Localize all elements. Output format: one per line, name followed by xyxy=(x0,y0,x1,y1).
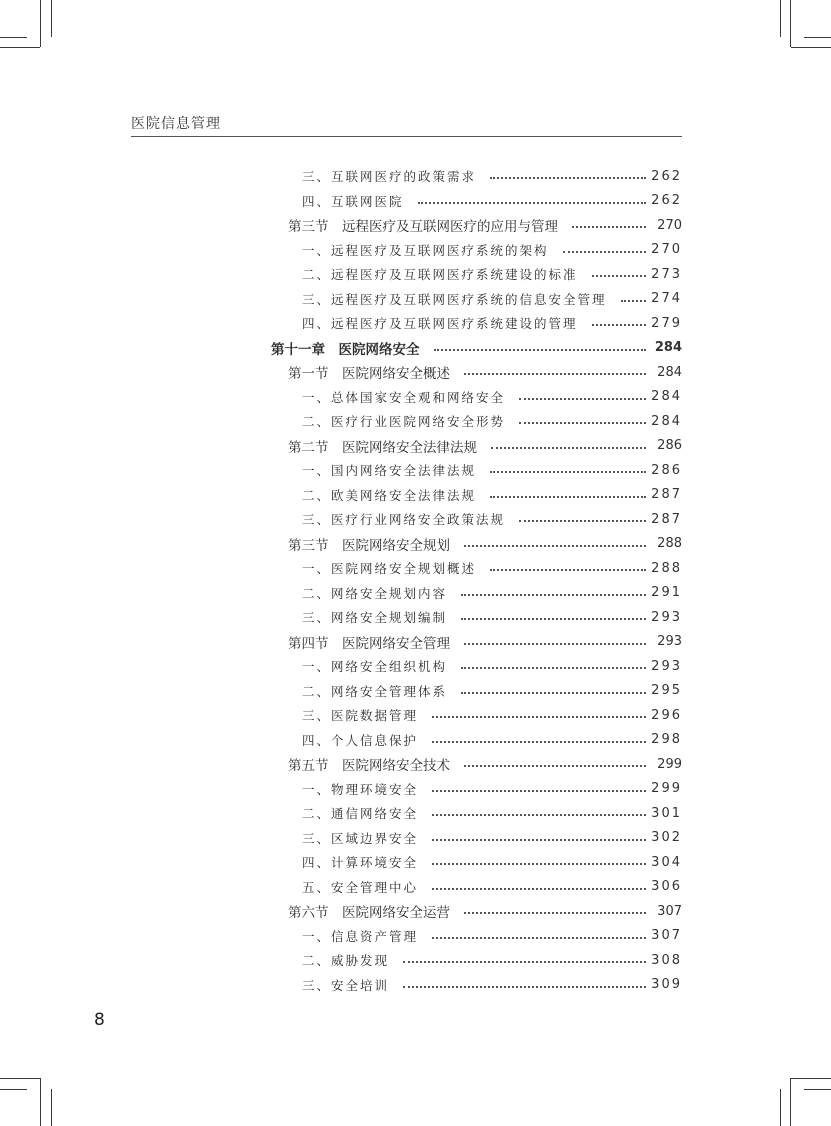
toc-entry-item[interactable] xyxy=(0,189,831,214)
toc-leader-dots xyxy=(490,569,646,571)
toc-entry-page: 307 xyxy=(657,903,682,919)
toc-entry-item[interactable] xyxy=(0,581,831,606)
toc-entry-item[interactable] xyxy=(0,507,831,532)
toc-entry-page: 291 xyxy=(651,585,682,601)
toc-entry-page: 293 xyxy=(651,609,682,625)
toc-entry-chapter[interactable] xyxy=(0,336,831,361)
toc-entry-page: 274 xyxy=(651,291,682,307)
toc-entry-page: 299 xyxy=(657,756,682,772)
toc-entry-label: 三、医疗行业网络安全政策法规 xyxy=(302,512,506,528)
toc-leader-dots xyxy=(461,618,646,620)
toc-entry-label: 四、互联网医院 xyxy=(302,193,404,209)
toc-entry-section[interactable] xyxy=(0,899,831,924)
toc-entry-page: 286 xyxy=(657,438,682,454)
toc-leader-dots xyxy=(432,888,646,890)
toc-entry-label: 二、网络安全管理体系 xyxy=(302,683,448,699)
crop-mark xyxy=(0,47,40,48)
toc-entry-section[interactable] xyxy=(0,434,831,459)
toc-entry-page: 307 xyxy=(651,928,682,944)
toc-leader-dots xyxy=(563,251,646,253)
toc-entry-item[interactable] xyxy=(0,164,831,189)
toc-entry-label: 第六节 医院网络安全运营 xyxy=(288,905,450,922)
toc-entry-label: 二、威胁发现 xyxy=(302,953,390,969)
toc-entry-item[interactable] xyxy=(0,826,831,851)
toc-leader-dots xyxy=(519,422,646,424)
toc-entry-label: 二、医疗行业医院网络安全形势 xyxy=(302,414,506,430)
toc-entry-label: 三、区域边界安全 xyxy=(302,830,419,846)
toc-leader-dots xyxy=(432,814,646,816)
toc-entry-page: 273 xyxy=(651,266,682,282)
toc-leader-dots xyxy=(491,447,646,449)
toc-entry-item[interactable] xyxy=(0,850,831,875)
toc-entry-page: 288 xyxy=(651,560,682,576)
toc-leader-dots xyxy=(464,545,646,547)
crop-mark xyxy=(804,37,831,38)
toc-leader-dots xyxy=(432,839,646,841)
toc-entry-page: 284 xyxy=(651,413,682,429)
toc-leader-dots xyxy=(432,790,646,792)
toc-entry-label: 三、远程医疗及互联网医疗系统的信息安全管理 xyxy=(302,291,607,307)
toc-entry-label: 二、网络安全规划内容 xyxy=(302,585,448,601)
toc-entry-page: 286 xyxy=(651,462,682,478)
toc-entry-page: 262 xyxy=(651,193,682,209)
toc-entry-item[interactable] xyxy=(0,679,831,704)
toc-entry-item[interactable] xyxy=(0,728,831,753)
toc-entry-label: 二、通信网络安全 xyxy=(302,806,419,822)
toc-entry-label: 一、网络安全组织机构 xyxy=(302,659,448,675)
toc-entry-page: 301 xyxy=(651,805,682,821)
crop-mark xyxy=(791,1078,831,1079)
toc-entry-item[interactable] xyxy=(0,262,831,287)
toc-leader-dots xyxy=(461,692,646,694)
toc-entry-label: 二、远程医疗及互联网医疗系统建设的标准 xyxy=(302,267,578,283)
toc-entry-label: 第四节 医院网络安全管理 xyxy=(288,635,450,652)
crop-mark xyxy=(40,0,41,47)
toc-entry-page: 288 xyxy=(657,536,682,552)
toc-leader-dots xyxy=(621,300,646,302)
toc-entry-page: 284 xyxy=(651,389,682,405)
toc-entry-label: 四、个人信息保护 xyxy=(302,732,419,748)
toc-entry-label: 三、网络安全规划编制 xyxy=(302,610,448,626)
toc-entry-item[interactable] xyxy=(0,924,831,949)
toc-entry-item[interactable] xyxy=(0,238,831,263)
toc-entry-item[interactable] xyxy=(0,801,831,826)
crop-mark xyxy=(51,0,52,37)
toc-entry-page: 304 xyxy=(651,854,682,870)
toc-leader-dots xyxy=(432,937,646,939)
toc-leader-dots xyxy=(434,349,647,351)
toc-entry-item[interactable] xyxy=(0,483,831,508)
toc-leader-dots xyxy=(464,373,646,375)
toc-leader-dots xyxy=(592,324,646,326)
toc-leader-dots xyxy=(461,594,646,596)
toc-leader-dots xyxy=(490,471,646,473)
toc-entry-label: 一、国内网络安全法律法规 xyxy=(302,463,477,479)
toc-entry-label: 四、远程医疗及互联网医疗系统建设的管理 xyxy=(302,316,578,332)
toc-leader-dots xyxy=(418,202,646,204)
toc-leader-dots xyxy=(432,863,646,865)
crop-mark xyxy=(0,1078,40,1079)
toc-entry-label: 第一节 医院网络安全概述 xyxy=(288,366,450,383)
toc-entry-page: 308 xyxy=(651,952,682,968)
toc-entry-page: 262 xyxy=(651,168,682,184)
toc-entry-label: 第三节 医院网络安全规划 xyxy=(288,537,450,554)
toc-entry-page: 295 xyxy=(651,683,682,699)
toc-entry-page: 287 xyxy=(651,511,682,527)
toc-entry-label: 第十一章 医院网络安全 xyxy=(271,341,420,358)
crop-mark xyxy=(780,0,781,37)
toc-entry-item[interactable] xyxy=(0,654,831,679)
toc-entry-page: 309 xyxy=(651,977,682,993)
toc-entry-section[interactable] xyxy=(0,630,831,655)
toc-entry-label: 三、安全培训 xyxy=(302,977,390,993)
toc-entry-page: 284 xyxy=(654,340,682,356)
toc-entry-label: 一、医院网络安全规划概述 xyxy=(302,561,477,577)
toc-entry-item[interactable] xyxy=(0,287,831,312)
toc-entry-label: 一、远程医疗及互联网医疗系统的架构 xyxy=(302,242,549,258)
toc-entry-label: 五、安全管理中心 xyxy=(302,879,419,895)
toc-entry-item[interactable] xyxy=(0,605,831,630)
toc-entry-page: 284 xyxy=(657,364,682,380)
toc-entry-item[interactable] xyxy=(0,777,831,802)
toc-leader-dots xyxy=(490,177,646,179)
toc-entry-page: 302 xyxy=(651,830,682,846)
toc-entry-page: 293 xyxy=(651,658,682,674)
toc-entry-item[interactable] xyxy=(0,409,831,434)
toc-entry-item[interactable] xyxy=(0,385,831,410)
toc-entry-page: 299 xyxy=(651,781,682,797)
crop-mark xyxy=(804,1089,831,1090)
toc-entry-label: 三、医院数据管理 xyxy=(302,708,419,724)
toc-entry-item[interactable] xyxy=(0,556,831,581)
toc-entry-page: 287 xyxy=(651,487,682,503)
toc-entry-label: 一、总体国家安全观和网络安全 xyxy=(302,389,506,405)
toc-entry-page: 298 xyxy=(651,732,682,748)
toc-entry-label: 一、物理环境安全 xyxy=(302,781,419,797)
crop-mark xyxy=(51,1089,52,1126)
toc-entry-label: 一、信息资产管理 xyxy=(302,928,419,944)
toc-leader-dots xyxy=(432,716,646,718)
toc-entry-item[interactable] xyxy=(0,458,831,483)
toc-entry-item[interactable] xyxy=(0,948,831,973)
toc-entry-page: 270 xyxy=(657,217,682,233)
crop-mark xyxy=(0,1089,27,1090)
toc-leader-dots xyxy=(432,741,646,743)
toc-entry-item[interactable] xyxy=(0,875,831,900)
toc-entry-item[interactable] xyxy=(0,703,831,728)
toc-leader-dots xyxy=(461,667,646,669)
toc-entry-section[interactable] xyxy=(0,532,831,557)
toc-leader-dots xyxy=(519,398,646,400)
toc-entry-page: 270 xyxy=(651,242,682,258)
toc-entry-label: 第三节 远程医疗及互联网医疗的应用与管理 xyxy=(288,219,558,236)
crop-mark xyxy=(790,0,791,47)
toc-leader-dots xyxy=(403,961,646,963)
crop-mark xyxy=(780,1089,781,1126)
toc-entry-page: 279 xyxy=(651,315,682,331)
toc-leader-dots xyxy=(519,520,646,522)
toc-entry-section[interactable] xyxy=(0,360,831,385)
toc-leader-dots xyxy=(464,765,646,767)
crop-mark xyxy=(0,37,27,38)
toc-entry-page: 306 xyxy=(651,879,682,895)
toc-leader-dots xyxy=(464,912,646,914)
header-rule xyxy=(131,136,682,137)
toc-entry-label: 第二节 医院网络安全法律法规 xyxy=(288,439,477,456)
crop-mark xyxy=(40,1078,41,1126)
toc-entry-label: 三、互联网医疗的政策需求 xyxy=(302,169,477,185)
page-number: 8 xyxy=(94,1010,105,1030)
toc-leader-dots xyxy=(403,986,646,988)
toc-entry-page: 293 xyxy=(657,634,682,650)
toc-leader-dots xyxy=(572,226,646,228)
toc-entry-item[interactable] xyxy=(0,973,831,998)
crop-mark xyxy=(790,1078,791,1126)
toc-entry-label: 第五节 医院网络安全技术 xyxy=(288,758,450,775)
toc-entry-label: 四、计算环境安全 xyxy=(302,855,419,871)
table-of-contents xyxy=(0,164,831,997)
toc-leader-dots xyxy=(490,496,646,498)
toc-entry-item[interactable] xyxy=(0,311,831,336)
toc-entry-section[interactable] xyxy=(0,752,831,777)
running-header: 医院信息管理 xyxy=(131,116,221,132)
toc-entry-page: 296 xyxy=(651,707,682,723)
toc-leader-dots xyxy=(464,643,646,645)
toc-entry-label: 二、欧美网络安全法律法规 xyxy=(302,487,477,503)
toc-leader-dots xyxy=(592,275,646,277)
toc-entry-section[interactable] xyxy=(0,213,831,238)
crop-mark xyxy=(791,47,831,48)
